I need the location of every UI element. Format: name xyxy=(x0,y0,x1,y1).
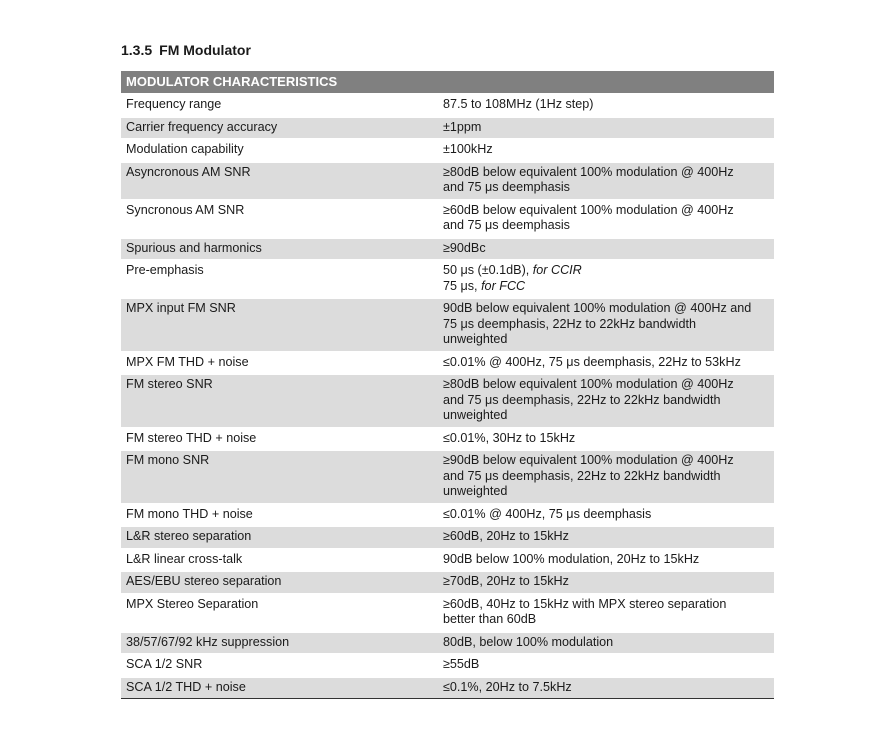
value-text: unweighted xyxy=(443,408,508,422)
parameter-cell: FM stereo SNR xyxy=(121,374,434,428)
value-line xyxy=(443,332,768,348)
value-cell xyxy=(434,428,774,451)
parameter-cell: FM mono THD + noise xyxy=(121,504,434,527)
value-line xyxy=(443,657,768,673)
table-row xyxy=(121,94,774,117)
value-line xyxy=(443,97,768,113)
section-heading xyxy=(121,42,251,58)
value-line xyxy=(443,469,768,485)
value-line xyxy=(443,574,768,590)
value-cell xyxy=(434,117,774,140)
parameter-cell: SCA 1/2 SNR xyxy=(121,654,434,677)
value-text: ≥90dBc xyxy=(443,240,486,255)
value-line xyxy=(443,680,768,696)
table-row xyxy=(121,352,774,375)
table-header: MODULATOR CHARACTERISTICS xyxy=(121,71,774,94)
value-line xyxy=(443,241,768,257)
parameter-cell: 38/57/67/92 kHz suppression xyxy=(121,632,434,655)
section-number: 1.3.5 xyxy=(121,42,153,58)
parameter-cell: FM stereo THD + noise xyxy=(121,428,434,451)
table-row xyxy=(121,117,774,140)
parameter-cell: Asyncronous AM SNR xyxy=(121,162,434,200)
value-line xyxy=(443,301,768,317)
value-text: ≥80dB below equivalent 100% modulation @ 400Hz xyxy=(443,377,734,391)
value-line xyxy=(443,507,768,523)
table-row xyxy=(121,139,774,162)
value-text: unweighted xyxy=(443,484,508,498)
value-line xyxy=(443,377,768,393)
value-text: ≥70dB, 20Hz to 15kHz xyxy=(443,574,569,588)
parameter-cell: FM mono SNR xyxy=(121,450,434,504)
value-cell xyxy=(434,352,774,375)
value-text: 50 μs (±0.1dB), xyxy=(443,263,533,277)
value-line xyxy=(443,612,768,628)
parameter-cell: Spurious and harmonics xyxy=(121,238,434,261)
value-text: ≥60dB, 40Hz to 15kHz with MPX stereo separation xyxy=(443,596,727,611)
value-text: unweighted xyxy=(443,332,508,346)
table-row xyxy=(121,526,774,549)
value-cell xyxy=(434,526,774,549)
value-line xyxy=(443,355,768,371)
value-cell xyxy=(434,162,774,200)
value-cell xyxy=(434,200,774,238)
value-text: and 75 μs deemphasis xyxy=(443,218,570,232)
parameter-cell: MPX FM THD + noise xyxy=(121,352,434,375)
value-cell xyxy=(434,139,774,162)
table-header-row xyxy=(121,71,774,94)
value-text: and 75 μs deemphasis xyxy=(443,180,570,194)
value-cell xyxy=(434,632,774,655)
value-cell xyxy=(434,571,774,594)
table-row xyxy=(121,549,774,572)
value-text: better than 60dB xyxy=(443,612,537,626)
table-row xyxy=(121,632,774,655)
value-line xyxy=(443,393,768,409)
value-line xyxy=(443,408,768,424)
value-text: ≥60dB, 20Hz to 15kHz xyxy=(443,529,569,543)
value-line xyxy=(443,484,768,500)
value-line xyxy=(443,120,768,136)
value-line xyxy=(443,529,768,545)
value-line xyxy=(443,431,768,447)
value-text: 80dB, below 100% modulation xyxy=(443,634,614,649)
value-text: ≤0.01% @ 400Hz, 75 μs deemphasis, 22Hz to 53kHz xyxy=(443,354,741,369)
value-text: and 75 μs deemphasis, 22Hz to 22kHz bandwidth xyxy=(443,392,721,407)
table-row xyxy=(121,504,774,527)
table-row xyxy=(121,200,774,238)
table-row xyxy=(121,677,774,699)
table-row xyxy=(121,260,774,298)
table-row xyxy=(121,654,774,677)
table-row xyxy=(121,450,774,504)
parameter-cell: L&R stereo separation xyxy=(121,526,434,549)
value-line xyxy=(443,165,768,181)
value-cell xyxy=(434,594,774,632)
value-line xyxy=(443,279,768,295)
section-title: FM Modulator xyxy=(159,42,251,58)
table-row xyxy=(121,594,774,632)
table-row xyxy=(121,374,774,428)
value-text: ≤0.1%, 20Hz to 7.5kHz xyxy=(443,679,572,694)
value-text: ≥80dB below equivalent 100% modulation @ 400Hz xyxy=(443,164,734,179)
value-text: 75 μs deemphasis, 22Hz to 22kHz bandwidth xyxy=(443,316,696,331)
table-row xyxy=(121,428,774,451)
value-cell xyxy=(434,374,774,428)
value-cell xyxy=(434,94,774,117)
parameter-cell: MPX Stereo Separation xyxy=(121,594,434,632)
value-italic-note: for FCC xyxy=(481,278,526,293)
value-italic-note: for CCIR xyxy=(532,263,582,277)
value-cell xyxy=(434,654,774,677)
value-line xyxy=(443,635,768,651)
value-text: ≥90dB below equivalent 100% modulation @ 400Hz xyxy=(443,453,734,467)
value-line xyxy=(443,597,768,613)
value-line xyxy=(443,203,768,219)
value-text: ≥55dB xyxy=(443,657,480,671)
table-row xyxy=(121,298,774,352)
value-cell xyxy=(434,260,774,298)
value-line xyxy=(443,317,768,333)
value-line xyxy=(443,453,768,469)
value-text: 75 μs, xyxy=(443,278,482,293)
value-text: ±1ppm xyxy=(443,119,482,134)
table-row xyxy=(121,571,774,594)
value-line xyxy=(443,180,768,196)
value-cell xyxy=(434,298,774,352)
parameter-cell: SCA 1/2 THD + noise xyxy=(121,677,434,699)
value-text: 87.5 to 108MHz (1Hz step) xyxy=(443,97,594,111)
value-text: ±100kHz xyxy=(443,142,493,156)
value-line xyxy=(443,263,768,279)
value-line xyxy=(443,552,768,568)
table-row xyxy=(121,238,774,261)
value-cell xyxy=(434,549,774,572)
value-text: ≤0.01%, 30Hz to 15kHz xyxy=(443,430,576,445)
parameter-cell: Frequency range xyxy=(121,94,434,117)
value-text: 90dB below 100% modulation, 20Hz to 15kHz xyxy=(443,551,700,566)
parameter-cell: Syncronous AM SNR xyxy=(121,200,434,238)
table-body xyxy=(121,94,774,699)
value-text: and 75 μs deemphasis, 22Hz to 22kHz bandwidth xyxy=(443,468,721,483)
value-cell xyxy=(434,677,774,699)
parameter-cell: Modulation capability xyxy=(121,139,434,162)
value-text: ≤0.01% @ 400Hz, 75 μs deemphasis xyxy=(443,506,652,521)
table-row xyxy=(121,162,774,200)
value-line xyxy=(443,142,768,158)
modulator-characteristics-table xyxy=(121,71,774,699)
value-text: 90dB below equivalent 100% modulation @ 400Hz and xyxy=(443,301,752,315)
parameter-cell: L&R linear cross-talk xyxy=(121,549,434,572)
value-cell xyxy=(434,450,774,504)
value-line xyxy=(443,218,768,234)
value-cell xyxy=(434,504,774,527)
value-cell xyxy=(434,238,774,261)
parameter-cell: AES/EBU stereo separation xyxy=(121,571,434,594)
value-text: ≥60dB below equivalent 100% modulation @ 400Hz xyxy=(443,202,734,217)
parameter-cell: Carrier frequency accuracy xyxy=(121,117,434,140)
parameter-cell: Pre-emphasis xyxy=(121,260,434,298)
parameter-cell: MPX input FM SNR xyxy=(121,298,434,352)
